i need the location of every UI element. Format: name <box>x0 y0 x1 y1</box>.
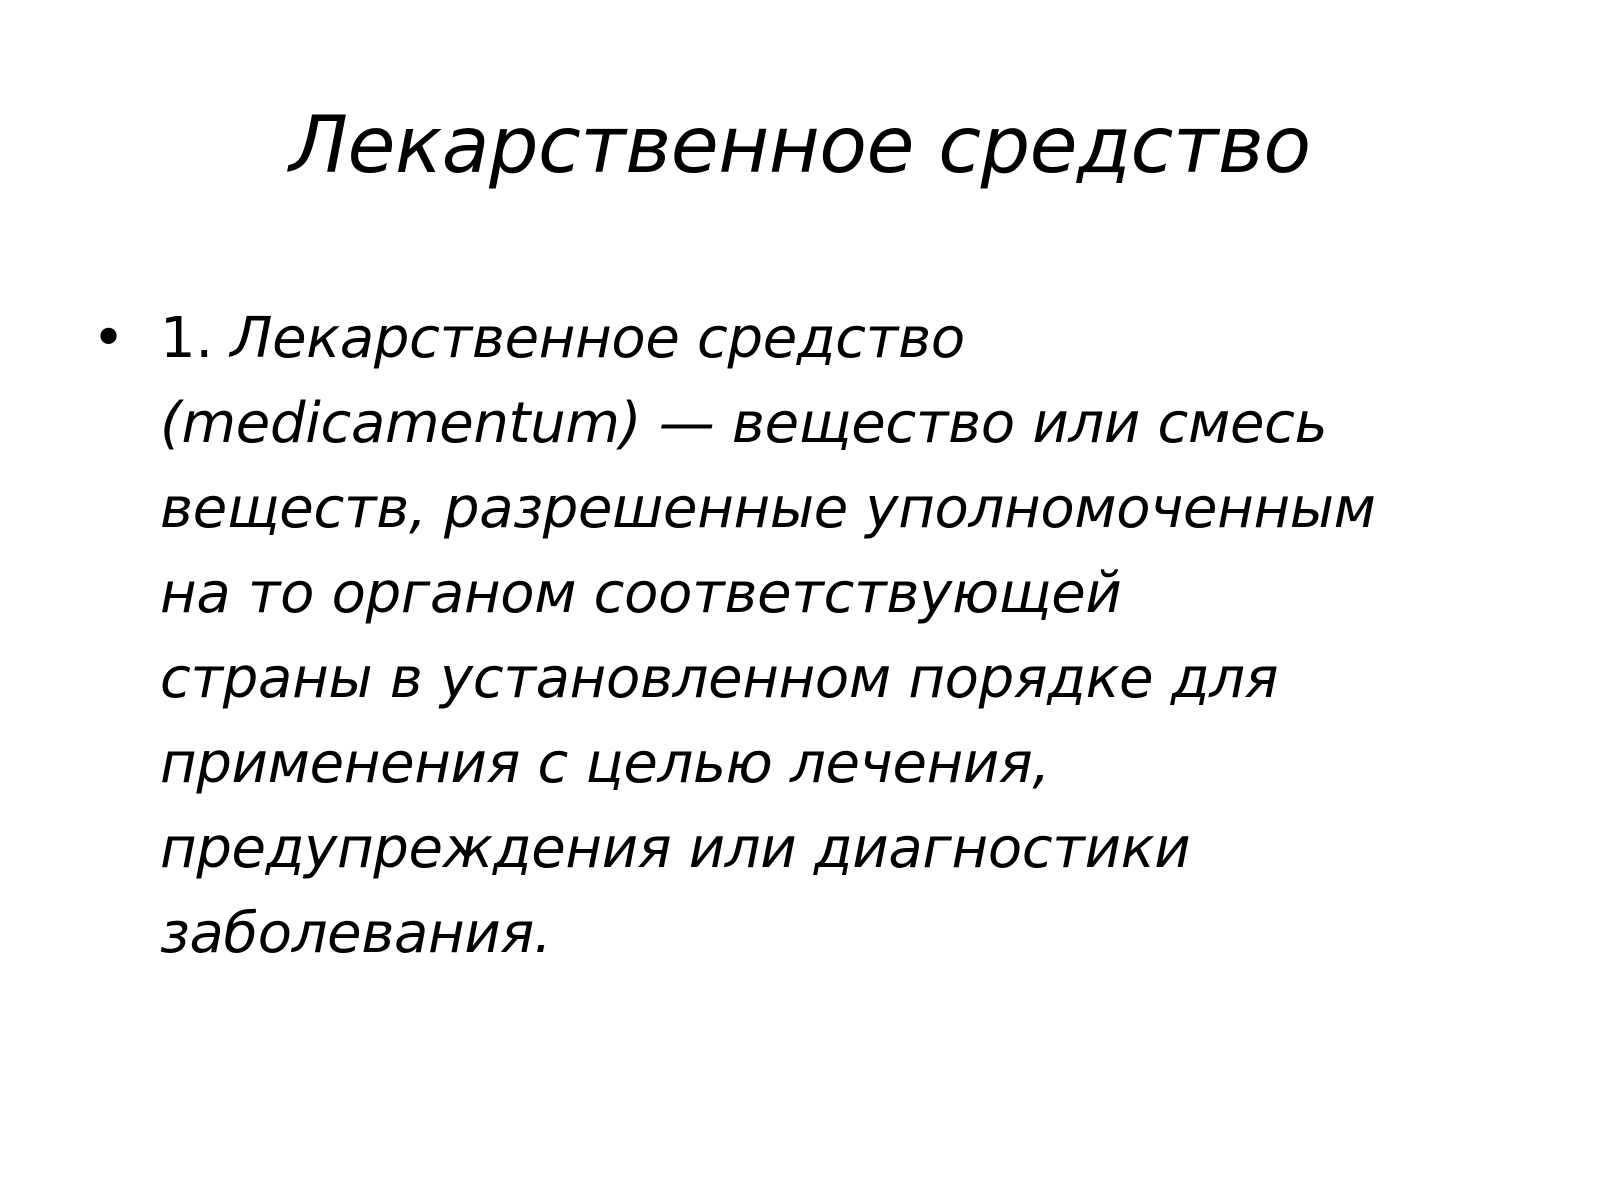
slide-title: Лекарственное средство <box>289 101 1311 191</box>
bullet-line: страны в установленном порядке для <box>160 646 1279 711</box>
bullet-text <box>160 296 1490 976</box>
bullet-line: предупреждения или диагностики <box>160 816 1191 881</box>
bullet-line <box>160 296 1490 381</box>
slide-content <box>92 296 1512 976</box>
bullet-line: (medicamentum) — вещество или смесь <box>160 391 1328 456</box>
bullet-line: веществ, разрешенные уполномоченным <box>160 476 1376 541</box>
bullet-point-icon: • <box>92 306 126 371</box>
bullet-line: применения с целью лечения, <box>160 731 1050 796</box>
bullet-line-text: Лекарственное средство <box>230 306 965 371</box>
bullet-line: заболевания. <box>160 901 552 966</box>
bullet-line: на то органом соответствующей <box>160 561 1122 626</box>
bullet-item <box>92 296 1512 976</box>
bullet-number: 1. <box>160 306 231 371</box>
